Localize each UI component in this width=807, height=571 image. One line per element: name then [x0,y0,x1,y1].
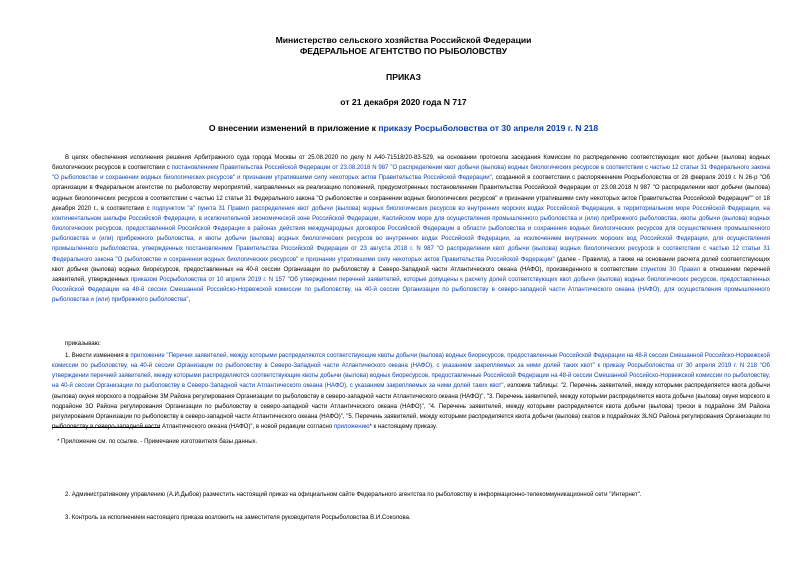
footnote: * Приложение см. по ссылке. - Примечание изготовителя базы данных. [57,439,258,445]
agency-name: ФЕДЕРАЛЬНОЕ АГЕНТСТВО ПО РЫБОЛОВСТВУ [299,46,508,56]
document-title-text: О внесении изменений в приложение к [208,123,379,133]
intro-text-1: В целях обеспечения исполнения решения Арбитражного суда города Москвы от 25.08.2020 по делу N А40-71518/20-83-529, на основании протокола заседания Комиссии по распределению соответствующих квот добычи (вылова) водных биологических ресурсов в соответствии с [52,155,770,172]
item-1-text-3: * к настоящему приказу. [369,424,438,431]
intro-paragraph [52,153,770,305]
item-2-paragraph: 2. Административному управлению (А.И.Дыбов) разместить настоящий приказ на официальном сайте Федерального агентства по рыболовству в информационно-телекоммуникационной сети "Интернет". [65,492,642,498]
intro-link-resolution[interactable]: постановлением Правительства Российской Федерации от 23.08.2018 N 987 "О распределении квот добычи (вылова) водных биологических ресурсов в соответствии с частью 12 статьи 31 Федерального закона "О рыболовстве и сохранении водных биологических ресурсов" и признании утратившими силу некоторых актов Правительства Российской Федерации" [52,165,771,182]
document-date-number: от 21 декабря 2020 года N 717 [340,97,467,107]
item-1-link-annex[interactable]: приложению [333,424,370,431]
intro-text-2: , созданной в соответствии с распоряжением Росрыболовства от 28 февраля 2019 г. N 26-р "Об организации в Федеральном агентстве по рыболовству мероприятий, направленных на реализацию положений, предусмотренных постановлением Правительства Российской Федерации от 23.08.2018 N 987 "О распределении квот добычи (вылова) водных биологических ресурсов в соответствии с частью 12 статьи 31 Федерального закона "О рыболовстве и сохранении водных биологических ресурсов" и признании утратившими силу некоторых актов Правительства Российской Федерации"" от 18 декабря 2020 г., в соответствии с [52,175,770,212]
intro-text-4: в отношении перечней заявителей, утвержденных [52,266,770,283]
item-1-text-1: 1. Внести изменения в [65,353,131,359]
document-title-link[interactable]: приказу Росрыболовства от 30 апреля 2019 г. N 218 [378,123,599,133]
item-1-paragraph [52,351,770,432]
intro-link-order157[interactable]: приказом Росрыболовства от 10 апреля 2019 г. N 157 "Об утверждении перечней заявителей, которые допущены к расчету долей соответствующих квот добычи (вылова) водных биологических ресурсов, предоставленных Российской Федерации на 48-й сессии Смешанной Российско-Норвежской комиссии по рыболовству, на 40-й сессии Организации по рыболовству в северо-западной части Атлантического океана (НАФО), для осуществления промышленного рыболовства и (или) прибрежного рыболовства" [52,276,770,304]
intro-text-3: (далее - Правила), а также на основании расчета долей соответствующих квот добычи (вылова) водных биоресурсов, предоставленных на 40-й сессии Организации по рыболовству в Северо-Западной части Атлантического океана (НАФО), произведенного в соответствии [52,256,770,273]
item-1-text-2: , изложив таблицы: "2. Перечень заявителей, между которыми распределяется квота добычи (вылова) окуня морского в подрайоне 3М Района регулирования Организации по рыболовству в северо-западной части Атлантического океана (НАФО)", "3. Перечень заявителей, между которыми распределяется квота добычи (вылова) окуня морского в подрайоне 3О Района регулирования Организации по рыболовству в северо-западной части Атлантического океана (НАФО)", "4. Перечень заявителей, между которыми распределяется квота добычи (вылова) трески в подрайоне 3М Района регулирования Организации по рыболовству в северо-западной части Атлантического океана (НАФО)", "5. Перечень заявителей, между которыми распределяется квота добычи (вылова) скатов в подрайонах 3LNO Района регулирования Организации по рыболовству в северо-западной части Атлантического океана (НАФО)", в новой редакции согласно [52,383,770,431]
intro-text-5: , [188,297,191,304]
item-1-link-appendix[interactable]: приложение "Перечни заявителей, между которыми распределяются соответствующие квоты добычи (вылова) водных биоресурсов, предоставленные Российской Федерации на 48-й сессии Смешанной Российско-Норвежской комиссии по рыболовству, на 40-й сессии Организации по рыболовству в Северо-Западной части Атлантического океана (НАФО), с указанием закрепляемых за ними долей таких квот" к приказу Росрыболовства от 30 апреля 2019 г. N 218 "Об утверждении перечней заявителей, между которыми распределяются соответствующие квоты добычи (вылова) водных биоресурсов, предоставленные Российской Федерации на 48-й сессии Смешанной Российско-Норвежской комиссии по рыболовству, на 40-й сессии Организации по рыболовству в Северо-Западной части Атлантического океана (НАФО), с указанием закрепляемых за ними долей таких квот" [52,353,771,390]
item-3-paragraph: 3. Контроль за исполнением настоящего приказа возложить на заместителя руководителя Росрыболовства В.И.Соколова. [65,515,411,521]
intro-link-point30[interactable]: спунктом 30 Правил [640,266,701,273]
intro-link-rules[interactable]: подпунктом "а" пункта 31 Правил распределения квот добычи (вылова) водных биологических ресурсов во внутренних морских водах Российской Федерации, в территориальном море Российской Федерации, на континентальном шельфе Российской Федерации, в исключительной экономической зоне Российской Федерации, Каспийском море для осуществления промышленного рыболовства и (или) прибрежного рыболовства, квоты добычи (вылова) водных биологических ресурсов, предоставленной Российской Федерации в районах действия международных договоров Российской Федерации в области рыболовства и сохранения водных биологических ресурсов для осуществления промышленного рыболовства и (или) прибрежного рыболовства, и квоты добычи (вылова) водных биологических ресурсов во внутренних водах Российской Федерации, за исключением внутренних морских вод Российской Федерации, для осуществления промышленного рыболовства, утвержденных постановлением Правительства Российской Федерации от 23 августа 2018 г. N 987 "О распределении квот добычи (вылова) водных биологических ресурсов в соответствии с частью 12 статьи 31 Федерального закона "О рыболовстве и сохранении водных биологических ресурсов" и признании утратившими силу некоторых актов Правительства Российской Федерации" [52,205,770,263]
footnote-separator [52,427,160,428]
document-type: ПРИКАЗ [386,72,421,82]
ministry-name: Министерство сельского хозяйства Российской Федерации [275,35,532,45]
order-word: приказываю: [65,341,101,347]
document-title [0,123,807,134]
